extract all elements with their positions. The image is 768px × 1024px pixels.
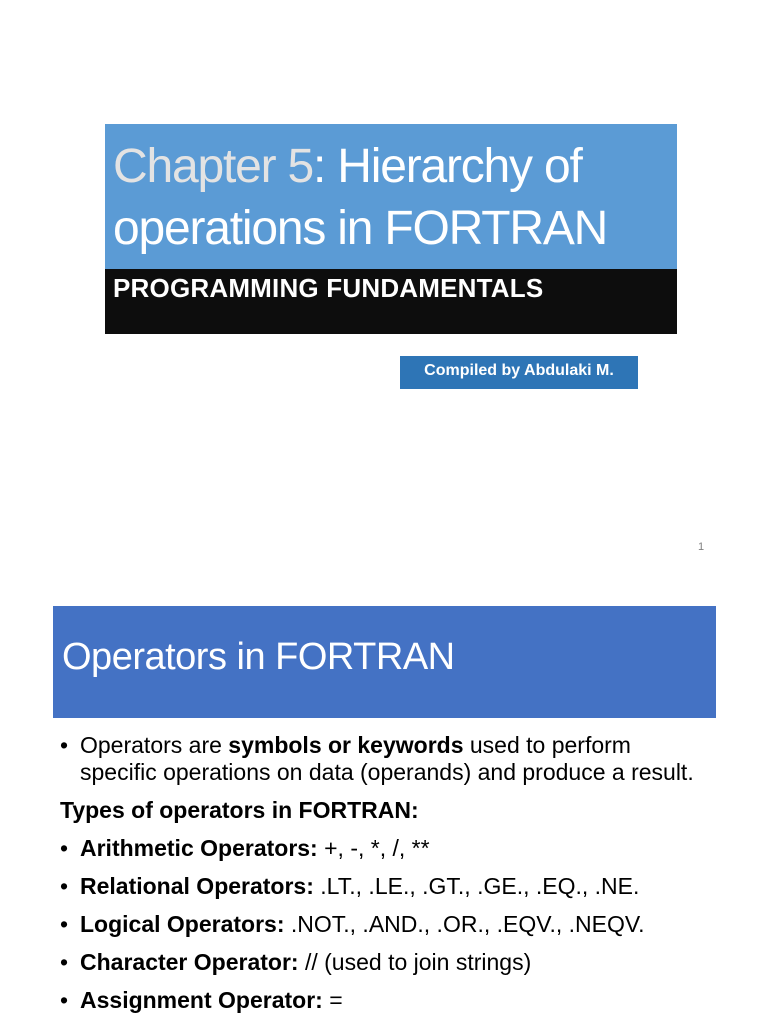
item-label: Arithmetic Operators: — [80, 835, 318, 861]
title-topic: : Hierarchy of operations in FORTRAN — [113, 140, 608, 255]
bullet-dot: • — [60, 987, 69, 1013]
subtitle-box — [105, 269, 677, 334]
bullet-dot: • — [60, 873, 69, 899]
compiled-by-label: Compiled by Abdulaki M. — [400, 356, 638, 389]
list-item — [60, 911, 700, 938]
item-text: .LT., .LE., .GT., .GE., .EQ., .NE. — [313, 873, 640, 899]
item-label: Logical Operators: — [80, 911, 285, 937]
slide-2-header — [53, 606, 716, 718]
item-label: Character Operator: — [80, 949, 299, 975]
intro-suffix: used to perform specific operations on data (operands) and produce a result. — [80, 732, 694, 785]
list-item — [60, 873, 700, 900]
bullet-dot: • — [60, 732, 69, 758]
page-number: 1 — [698, 541, 705, 553]
title-box — [105, 124, 677, 269]
title-chapter: Chapter 5 — [113, 140, 313, 193]
list-item — [60, 949, 700, 976]
slide-title — [113, 136, 671, 260]
item-text: .NOT., .AND., .OR., .EQV., .NEQV. — [284, 911, 645, 937]
list-item — [60, 987, 700, 1014]
intro-prefix: Operators are — [80, 732, 229, 758]
bullet-dot: • — [60, 949, 69, 975]
item-label: Relational Operators: — [80, 873, 314, 899]
types-heading: Types of operators in FORTRAN: — [60, 797, 419, 823]
intro-bold: symbols or keywords — [228, 732, 464, 758]
list-item — [60, 835, 700, 862]
item-text: +, -, *, /, ** — [317, 835, 430, 861]
item-text: = — [322, 987, 343, 1013]
bullet-dot: • — [60, 835, 69, 861]
intro-bullet — [60, 732, 700, 786]
slide-2-content — [60, 732, 700, 1024]
item-label: Assignment Operator: — [80, 987, 323, 1013]
bullet-dot: • — [60, 911, 69, 937]
item-text: // (used to join strings) — [298, 949, 532, 975]
slide-2 — [0, 580, 768, 1024]
slide-2-title: Operators in FORTRAN — [62, 636, 455, 678]
slide-subtitle: PROGRAMMING FUNDAMENTALS — [113, 273, 544, 303]
